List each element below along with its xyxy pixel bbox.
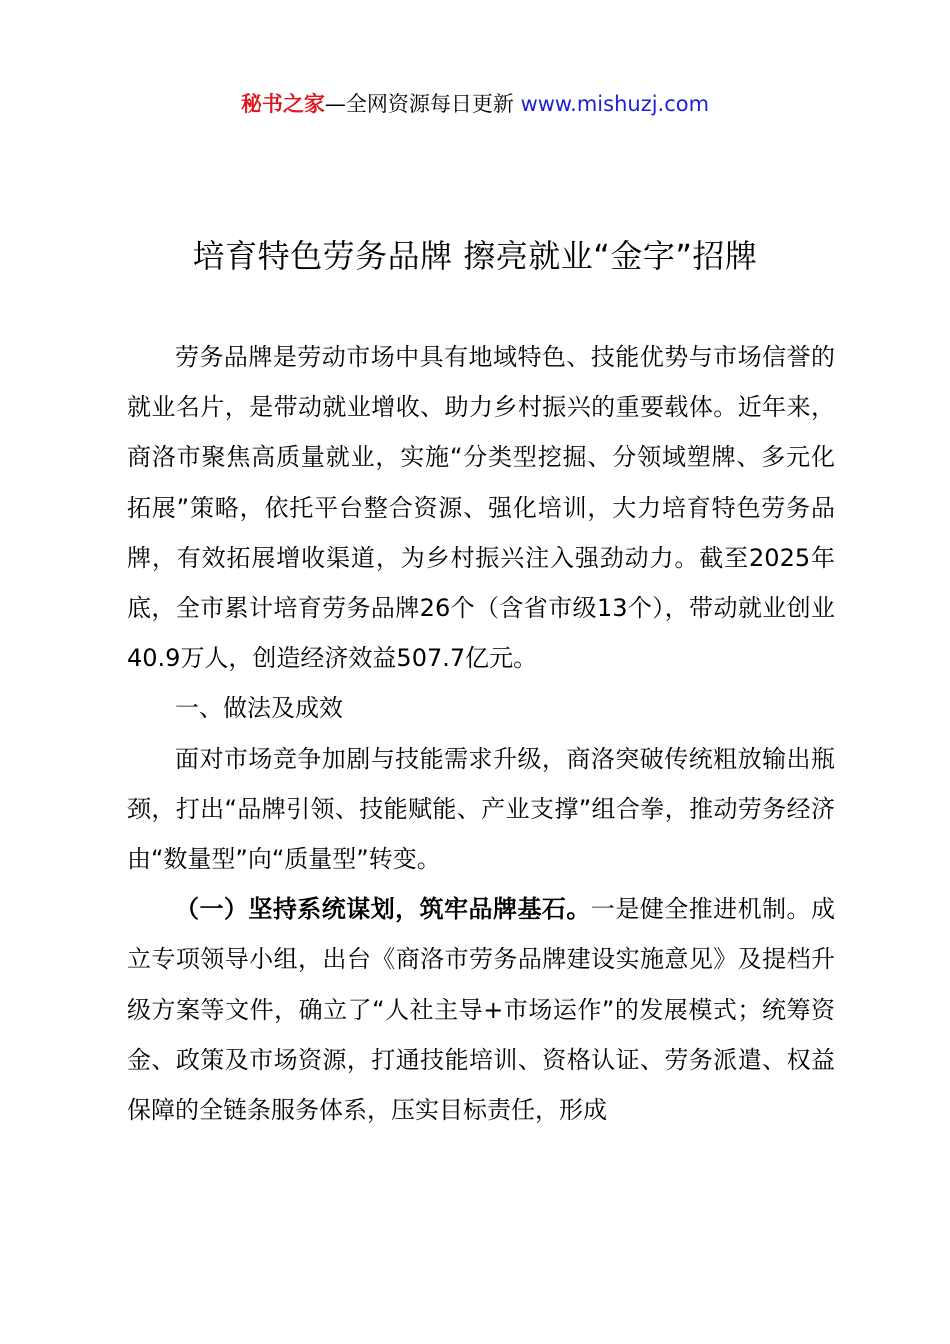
site-brand: 秘书之家 <box>240 92 325 116</box>
site-url-link[interactable]: www.mishuzj.com <box>520 92 710 116</box>
section-heading: 一、做法及成效 <box>175 694 343 723</box>
site-slogan: —全网资源每日更新 <box>324 92 521 116</box>
document-title: 培育特色劳务品牌 擦亮就业“金字”招牌 <box>192 237 758 275</box>
section-intro-paragraph: 面对市场竞争加剧与技能需求升级，商洛突破传统粗放输出瓶颈，打出“品牌引领、技能赋能、产业支撑”组合拳，推动劳务经济由“数量型”向“质量型”转变。 <box>127 744 835 874</box>
intro-paragraph: 劳务品牌是劳动市场中具有地域特色、技能优势与市场信誉的就业名片，是带动就业增收、助力乡村振兴的重要载体。近年来，商洛市聚焦高质量就业，实施“分类型挖掘、分领域塑牌、多元化拓展”策略，依托平台整合资源、强化培训，大力培育特色劳务品牌，有效拓展增收渠道，为乡村振兴注入强劲动力。截至2025年底，全市累计培育劳务品牌26个（含省市级13个），带动就业创业40.9万人，创造经济效益507.7亿元。 <box>127 343 835 673</box>
subsection-paragraph <box>127 884 835 1135</box>
subsection-text: 一是健全推进机制。成立专项领导小组，出台《商洛市劳务品牌建设实施意见》及提档升级方案等文件，确立了“人社主导+市场运作”的发展模式；统筹资金、政策及市场资源，打通技能培训、资格认证、劳务派遣、权益保障的全链条服务体系，压实目标责任，形成 <box>127 895 836 1125</box>
document-body <box>127 332 835 1135</box>
site-header <box>0 88 950 120</box>
subsection-heading: （一）坚持系统谋划，筑牢品牌基石。 <box>175 895 591 924</box>
